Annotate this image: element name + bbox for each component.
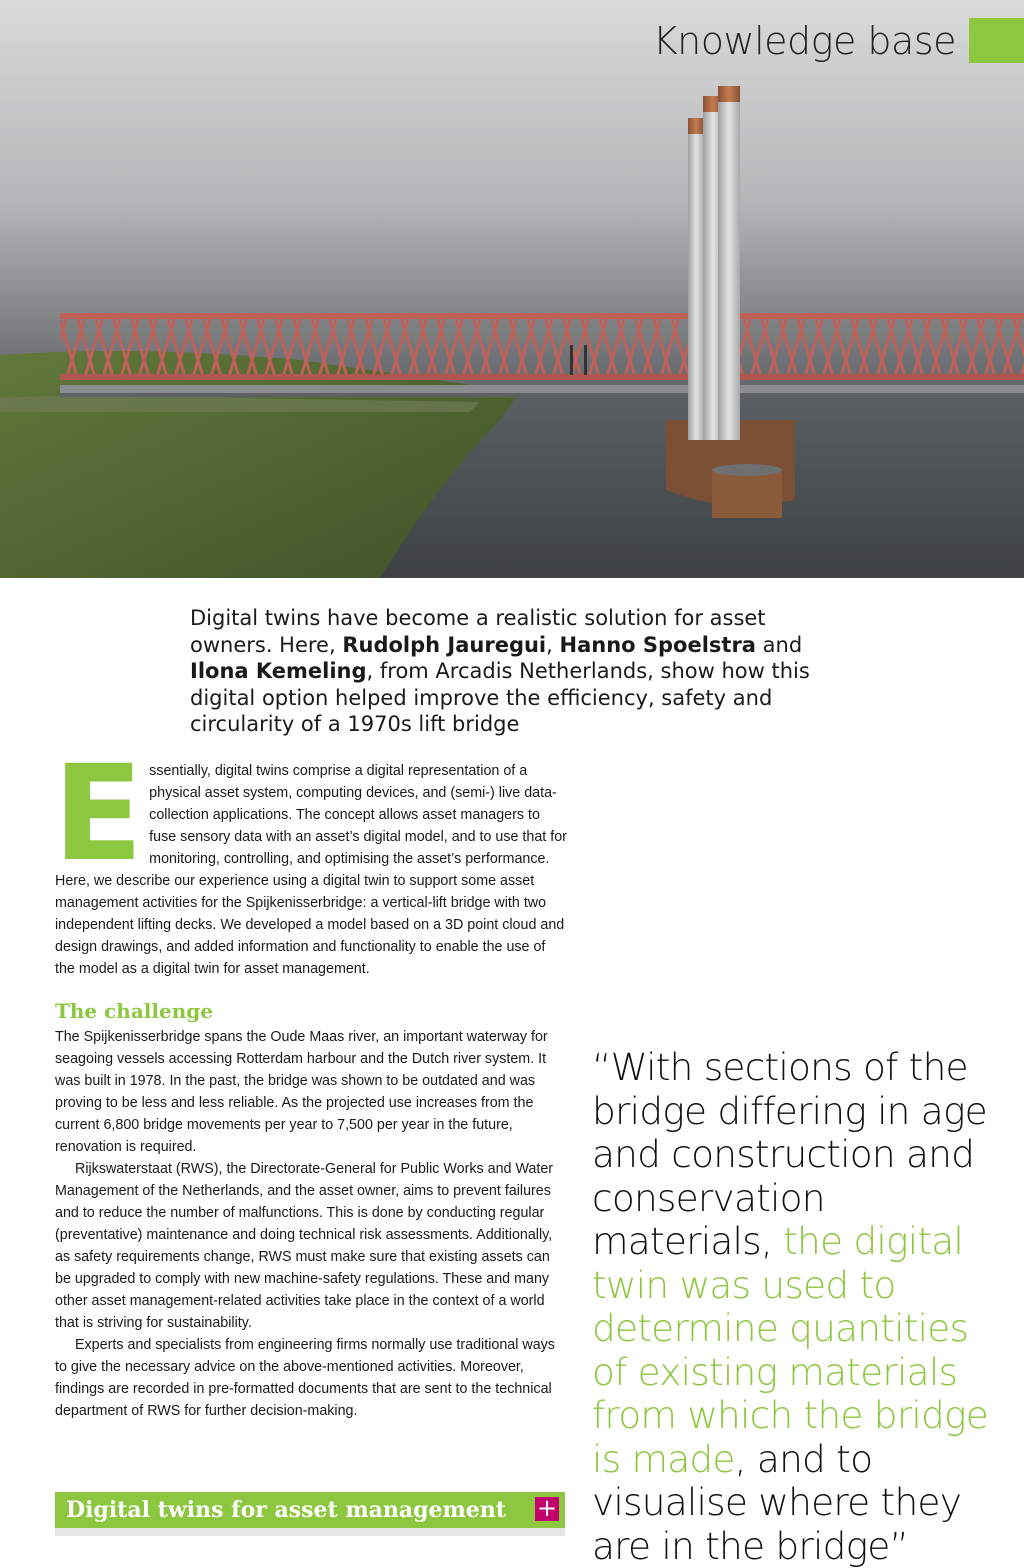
section-label: Knowledge base xyxy=(652,19,956,63)
drop-cap: E xyxy=(53,737,142,891)
author-name: Rudolph Jauregui xyxy=(342,632,547,657)
paragraph-text: ssentially, digital twins comprise a digital representation of a physical asset system, computing devices, and (semi-) live data-collection applications. The concept allows asset managers to fuse sensory data with an asset’s digital model, and to use that for monitoring, controlling, and optimising the asset’s performance. Here, we describe our experience using a digital twin to support some asset management activities for the Spijkenisserbridge: a vertical-lift bridge with two independent lifting decks. We developed a model based on a 3D point cloud and design drawings, and added information and functionality to enable the use of the model as a digital twin for asset management. xyxy=(55,763,567,977)
standfirst-separator: , xyxy=(546,632,560,657)
sidebar-box-title: Digital twins for asset management xyxy=(66,1497,506,1523)
sidebar-box-body xyxy=(55,1528,565,1536)
article-standfirst xyxy=(190,605,830,738)
sidebar-box-header[interactable] xyxy=(55,1492,565,1528)
bridge-render-illustration xyxy=(0,0,1024,578)
pull-quote xyxy=(592,1046,1012,1568)
author-name: Ilona Kemeling xyxy=(190,659,367,683)
section-color-tab xyxy=(969,18,1024,63)
pull-quote-text: “With sections of the bridge differing in age and construction and conservation materials, xyxy=(592,1045,987,1263)
paragraph: Rijkswaterstaat (RWS), the Directorate-General for Public Works and Water Management of the Netherlands, and the asset owner, aims to prevent failures and to reduce the number of malfunctions. This is done by conducting regular (preventative) maintenance and doing technical risk assessments. Additionally, as safety requirements change, RWS must make sure that existing assets can be upgraded to comply with new machine-safety regulations. These and many other asset management-related activities take place in the context of a world that is striving for sustainability. xyxy=(55,1161,554,1331)
plus-icon[interactable]: + xyxy=(536,1494,558,1522)
pull-quote-highlight: the digital twin was used to determine quantities of existing materials from which the bridge is made xyxy=(592,1219,989,1481)
standfirst-separator: and xyxy=(755,632,803,657)
pull-quote-text: , and to visualise where they are in the bridge” xyxy=(592,1436,962,1568)
author-name: Hanno Spoelstra xyxy=(559,632,756,657)
paragraph: Experts and specialists from engineering firms normally use traditional ways to give the necessary advice on the above-mentioned activities. Moreover, findings are recorded in pre-formatted documents that are sent to the technical department of RWS for further decision-making. xyxy=(55,1337,555,1419)
challenge-heading: The challenge xyxy=(55,999,213,1023)
article-body xyxy=(53,737,567,1422)
hero-image xyxy=(0,0,1024,578)
paragraph-intro xyxy=(53,737,567,980)
standfirst-text: , from Arcadis Netherlands, show how this digital option helped improve the efficiency, safety and circularity of a 1970s lift bridge xyxy=(190,659,810,736)
standfirst-text: Digital twins have become a realistic solution for asset owners. Here, xyxy=(190,606,766,657)
paragraph: The Spijkenisserbridge spans the Oude Maas river, an important waterway for seagoing vessels accessing Rotterdam harbour and the Dutch river system. It was built in 1978. In the past, the bridge was shown to be outdated and was proving to be less and less reliable. As the projected use increases from the current 6,800 bridge movements per year to 7,500 per year in the future, renovation is required. xyxy=(55,1029,548,1155)
